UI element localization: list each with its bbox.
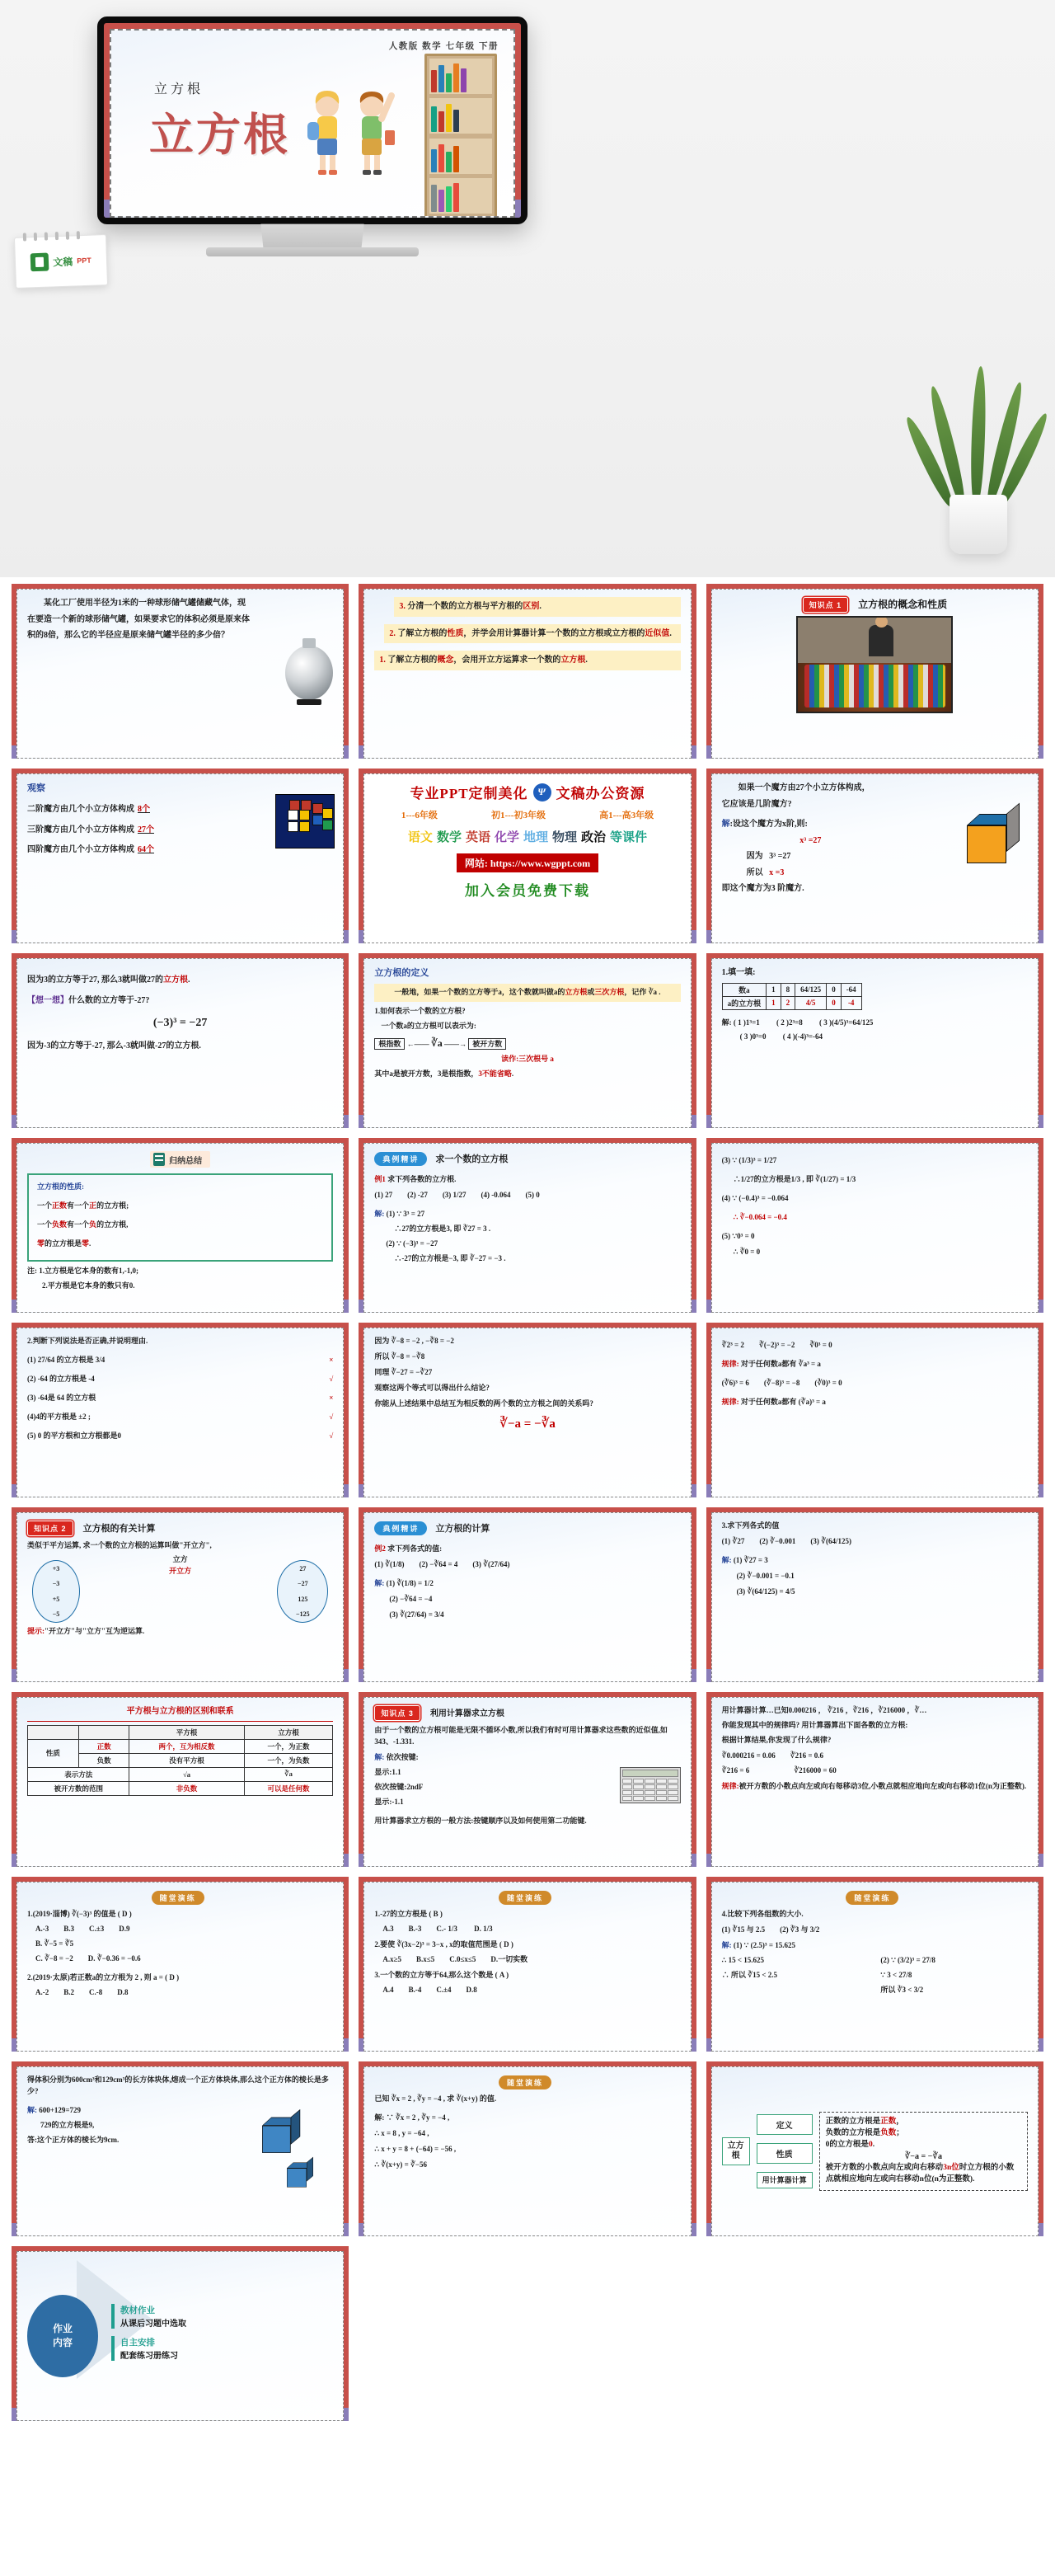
prompt: 得体积分别为600cm³和129cm³的长方体块体,熔成一个正方体块体,那么这个正方体的棱长是多少? (27, 2075, 329, 2095)
objective-3: 3. 分清一个数的立方根与平方根的区别. (394, 597, 680, 617)
slide-thumbnail[interactable] (359, 2061, 696, 2236)
slide-text: 因为3的立方等于27, 那么3就叫做27的立方根. (27, 975, 190, 985)
solution: 解: (1) ∛(1/8) = 1/2 (374, 1578, 434, 1587)
judge-row: (3) -64是 64 的立方根 × (27, 1393, 334, 1402)
slide-thumbnail[interactable] (12, 1138, 349, 1313)
intro: 由于一个数的立方根可能是无限不循环小数,所以我们有时可用计算器求这些数的近似值,如 343、-1.331. (374, 1726, 668, 1746)
detail-line: 正数的立方根是正数， (825, 2118, 904, 2127)
question: 1.-27的立方根是 ( B ) (374, 1910, 443, 1918)
bookshelf-illustration (424, 54, 497, 218)
footnote: 2.平方根是它本身的数只有0. (42, 1281, 135, 1290)
solution: 解: ∵ ∛x = 2 , ∛y = −4 , (374, 2113, 450, 2122)
solution: 解: 依次按键: (374, 1752, 419, 1761)
solution: (3) ∵ (1/3)³ = 1/27 (721, 1156, 777, 1164)
slide-text: 在要造一个新的球形储气罐，如果要求它的体积必须是原来体 (27, 614, 250, 624)
mindmap-detail-box (819, 2112, 1028, 2190)
example-badge: 典例精讲 (374, 1152, 427, 1166)
ad-website[interactable]: 网站: https://www.wgppt.com (457, 853, 598, 872)
question: 2.(2019·太原)若正数a的立方根为 2 , 则 a = ( D ) (27, 1972, 180, 1981)
op-label-extract: 开立方 (169, 1566, 192, 1575)
prompt: 1.填一填: (721, 968, 756, 977)
slide-thumbnail[interactable] (359, 584, 696, 759)
slide-thumbnail[interactable] (706, 1323, 1043, 1497)
slide-thumbnail[interactable] (12, 584, 349, 759)
example-items: (1) 27 (2) -27 (3) 1/27 (4) -0.064 (5) 0 (374, 1190, 540, 1199)
note: 你能从上述结果中总结互为相反数的两个数的立方根之间的关系吗? (374, 1398, 593, 1408)
monitor-base (206, 247, 419, 256)
solution: 解: (1) ∵ 3³ = 27 (374, 1209, 425, 1218)
solution: 所以 ∛3 < 3/2 (880, 1985, 924, 1994)
solution: ∵ 3 < 27/8 (880, 1970, 912, 1979)
summary-badge: 归纳总结 (150, 1151, 210, 1168)
brand-logo-card (14, 234, 108, 289)
solution: 解: (1) ∛27 = 3 (721, 1555, 768, 1564)
items: (1) ∛27 (2) ∛−0.001 (3) ∛(64/125) (721, 1536, 852, 1545)
options: B. ∛−5 = ∛5 (35, 1939, 74, 1948)
equation: x³ =27 (799, 835, 822, 845)
monitor-mockup (97, 16, 528, 224)
slide-thumbnail[interactable] (706, 1877, 1043, 2052)
equation-row: (∛6)³ = 6 (∛−8)³ = −8 (∛0)³ = 0 (721, 1378, 842, 1387)
example-line: 例1 求下列各数的立方根. (374, 1175, 457, 1184)
right-values: 27 −27 125 −125 (277, 1560, 328, 1623)
solution: ∴-27的立方根是−3, 即 ∛−27 = −3 . (394, 1253, 506, 1262)
mindmap-root: 立方根 (722, 2137, 750, 2165)
judge-row: (4)4的平方根是 ±2 ; √ (27, 1412, 334, 1421)
question: 1.如何表示一个数的立方根? (374, 1006, 466, 1015)
slide-thumbnail[interactable] (12, 1877, 349, 2052)
slide-text: 你能发现其中的规律吗? 用计算器算出下面各数的立方根: (721, 1720, 908, 1729)
knowledge-point-badge: 知识点 1 (803, 597, 849, 613)
slide-thumbnail[interactable] (12, 769, 349, 943)
equation-row: ∛2³ = 2 ∛(−2)³ = −2 ∛0³ = 0 (721, 1341, 832, 1349)
slide-main-title: 立方根 (149, 110, 290, 160)
plant-pot (950, 495, 1007, 554)
ad-subjects: 语文 数学 英语 化学 地理 物理 政治 等课件 (407, 831, 648, 844)
logo-mark-icon (30, 253, 49, 272)
keys: 显示:-1.1 (374, 1797, 404, 1806)
title-slide (110, 29, 515, 218)
slide-thumbnail[interactable] (12, 1323, 349, 1497)
slide-thumbnail[interactable] (12, 1507, 349, 1682)
students-illustration (293, 84, 416, 183)
title-slide-frame (104, 23, 521, 218)
solve-line: 解:设这个魔方为x阶,则: (721, 820, 808, 829)
slide-thumbnail[interactable] (359, 953, 696, 1128)
slide-thumbnail[interactable] (706, 2061, 1043, 2236)
slide-kicker: 立方根 (154, 82, 204, 96)
solution: 所以 ∛−8 = −∛8 (374, 1351, 425, 1361)
solution: (2) −∛64 = −4 (389, 1594, 433, 1603)
rule-row: 规律: 对于任何数a都有 (∛a)³ = a (721, 1397, 826, 1406)
fill-table: 数a 1 8 64/125 0 -64 a的立方根 1 2 4/5 0 -4 (722, 983, 862, 1010)
options: A.-2 B.2 C.-8 D.8 (35, 1987, 129, 1996)
slide-thumbnail-grid (0, 577, 1055, 2437)
example-items: (1) ∛(1/8) (2) −∛64 = 4 (3) ∛(27/64) (374, 1559, 510, 1568)
solution: 答:这个正方体的棱长为9cm. (27, 2135, 120, 2144)
left-values: +3 −3 +5 −5 (32, 1560, 80, 1623)
diagram-labels: 根指数 ←—— ∛a ——→ 被开方数 (374, 1036, 680, 1051)
practice-badge: 随堂演练 (499, 2075, 551, 2089)
result: ∛216 = 6 ∛216000 = 60 (721, 1765, 837, 1775)
solution: 解: 600+129=729 (27, 2105, 82, 2114)
intro: 类似于平方运算, 求一个数的立方根的运算叫做"开立方", (27, 1541, 212, 1549)
solution: ∴ x = 8 , y = −64 , (374, 2128, 429, 2137)
question: 3.一个数的立方等于64,那么这个数是 ( A ) (374, 1970, 509, 1979)
property-1: 一个正数有一个正的立方根; (37, 1201, 129, 1210)
solution: ( 3 )0³=0 ( 4 )(-4)³=-64 (739, 1032, 823, 1041)
judge-row: (5) 0 的平方根和立方根都是0 √ (27, 1431, 334, 1440)
prompt: 3.求下列各式的值 (721, 1521, 780, 1530)
slide-title: 平方根与立方根的区别和联系 (27, 1705, 333, 1722)
textbook-meta: 人教版 数学 七年级 下册 (388, 41, 499, 51)
question: 1.(2019·淄博) ∛(−3)³ 的值是 ( D ) (27, 1910, 132, 1918)
solution: 解: (1) ∵ (2.5)³ = 15.625 (721, 1940, 795, 1949)
question-row: 三阶魔方由几个小立方体构成 27个 (27, 825, 154, 834)
solution: 因为 ∛−8 = −2 , −∛8 = −2 (374, 1337, 454, 1345)
solution: 729的立方根是9, (40, 2120, 95, 2129)
operation-diagram (27, 1555, 333, 1626)
prompt: 4.比较下列各组数的大小. (721, 1910, 804, 1918)
mindmap-node: 性质 (757, 2143, 813, 2164)
detail-line: 0的立方根是0. (825, 2140, 875, 2149)
brand-name: 文稿 (53, 256, 73, 268)
question: 2.要使 ∛(3x−2)³ = 3−x , x的取值范围是 ( D ) (374, 1939, 513, 1948)
judge-row: (1) 27/64 的立方根是 3/4 × (27, 1355, 334, 1364)
homework-item: 自主安排 配套练习册练习 (111, 2336, 333, 2361)
objective-1: 1. 了解立方根的概念，会用开立方运算求一个数的立方根. (374, 651, 680, 670)
judge-row: (2) -64 的立方根是 -4 √ (27, 1374, 334, 1383)
note: 其中a是被开方数，3是根指数，3不能省略. (374, 1069, 514, 1079)
example-line: 例2 求下列各式的值: (374, 1544, 443, 1554)
slide-heading: 观察 (27, 783, 45, 793)
solution: (3) ∛(64/125) = 4/5 (736, 1586, 795, 1596)
slide-thumbnail[interactable] (706, 1507, 1043, 1682)
solution: (5) ∵0³ = 0 (721, 1231, 755, 1240)
rubik-collection-photo (796, 616, 953, 713)
conclusion: 即这个魔方为3 阶魔方. (721, 884, 804, 893)
definition-text: 一般地，如果一个数的立方等于a，这个数就叫做a的立方根或三次方根，记作 ∛a . (374, 984, 680, 1002)
solution: ∴27的立方根是3, 即 ∛27 = 3 . (394, 1224, 491, 1233)
question-row: 二阶魔方由几个小立方体构成 8个 (27, 805, 150, 815)
detail-equation: ∛−a = −∛a (904, 2151, 942, 2161)
items: (1) ∛15 与 2.5 (2) ∛3 与 3/2 (721, 1925, 820, 1934)
orange-cube-3d (967, 814, 1026, 865)
slide-text: 它应该是几阶魔方? (721, 799, 792, 809)
monitor-stand (260, 224, 363, 249)
slide-text: 积的8倍，那么它的半径应是原来储气罐半径的多少倍？ (27, 631, 229, 640)
slide-text: 如果一个魔方由27个小立方体构成， (721, 783, 870, 792)
options: C. ∛−8 = −2 D. ∛−0.36 = −0.6 (35, 1953, 141, 1963)
detail-line: 负数的立方根是负数； (825, 2129, 904, 2138)
slide-text: 某化工厂使用半径为1米的一种球形储气罐储藏气体，现 (27, 599, 246, 608)
keys: 显示:1.1 (374, 1767, 401, 1776)
options: A.x≥5 B.x≤5 C.0≤x≤5 D.一切实数 (382, 1954, 528, 1963)
slide-title: 立方根的计算 (435, 1524, 490, 1534)
slide-thumbnail[interactable] (12, 2246, 349, 2421)
solution: (2) ∛−0.001 = −0.1 (736, 1571, 795, 1580)
slide-heading: 立方根的定义 (374, 968, 429, 978)
footnote: 注: 1.立方根是它本身的数有1,-1,0; (27, 1266, 138, 1275)
slide-thumbnail[interactable] (706, 769, 1043, 943)
slide-thumbnail[interactable] (359, 1507, 696, 1682)
solution: 解: ( 1 )1³=1 ( 2 )2³=8 ( 3 )(4/5)³=64/125 (721, 1018, 874, 1027)
wgppt-logo-icon: Ψ (533, 783, 551, 801)
slide-thumbnail-ad[interactable] (359, 769, 696, 943)
question-sub: 一个数a的立方根可以表示为: (381, 1021, 476, 1030)
solution: ∴ ∛−0.064 = −0.4 (733, 1212, 787, 1221)
slide-text: 因为-3的立方等于-27, 那么-3就叫做-27的立方根. (27, 1041, 201, 1051)
plant-decoration (931, 340, 1022, 554)
slide-thumbnail[interactable] (359, 1877, 696, 2052)
solution: (2) ∵ (−3)³ = −27 (386, 1239, 438, 1248)
example-badge: 典例精讲 (374, 1521, 427, 1535)
result-equation: ∛−a = −∛a (499, 1417, 556, 1431)
rule: 规律:被开方数的小数点向左或向右每移动3位,小数点就相应地向左或向右移动1位(n为正整数). (721, 1781, 1027, 1790)
slide-thumbnail[interactable] (706, 1138, 1043, 1313)
brand-suffix: PPT (77, 256, 91, 266)
property-2: 一个负数有一个负的立方根, (37, 1220, 129, 1229)
rubik-cube-image (275, 794, 335, 848)
op-label-cube: 立方 (172, 1554, 188, 1563)
mindmap-node: 定义 (757, 2114, 813, 2135)
property-3: 零的立方根是零. (37, 1239, 91, 1248)
slide-thumbnail[interactable] (359, 1323, 696, 1497)
options: A.4 B.-4 C.±4 D.8 (382, 1985, 477, 1994)
slide-title: 求一个数的立方根 (435, 1154, 509, 1164)
result: ∛0.000216 = 0.06 ∛216 = 0.6 (721, 1751, 823, 1760)
hero-banner (0, 0, 1055, 577)
practice-badge: 随堂演练 (152, 1891, 204, 1905)
gas-tank-image (285, 646, 333, 700)
slide-thumbnail[interactable] (359, 1138, 696, 1313)
note: 用计算器求立方根的一般方法:按键顺序以及如何使用第二功能键. (374, 1816, 587, 1825)
book-icon (153, 1153, 165, 1166)
summary-box: 立方根的性质: 一个正数有一个正的立方根; 一个负数有一个负的立方根, 零的立方根是零. (27, 1173, 333, 1262)
solution: (2) ∵ (3/2)³ = 27/8 (880, 1955, 935, 1964)
rule-row: 规律: 对于任何数a都有 ∛a³ = a (721, 1359, 821, 1368)
question-row: 四阶魔方由几个小立方体构成 64个 (27, 845, 154, 855)
keys: 依次按键:2ndF (374, 1782, 424, 1791)
solution: (3) ∛(27/64) = 3/4 (389, 1610, 444, 1619)
knowledge-point-badge: 知识点 2 (27, 1521, 73, 1536)
slide-thumbnail[interactable] (706, 953, 1043, 1128)
solution: ∴ 15 < 15.625 (721, 1955, 765, 1964)
detail-line: 被开方数的小数点向左或向右移动3n位时立方根的小数点就相应地向左或向右移动n位(n为正整数). (825, 2164, 1015, 2183)
slide-text: 用计算器计算…已知0.000216 ， ∛216 ，∛216 ，∛216000 ，∛… (721, 1706, 927, 1714)
options: A.3 B.-3 C.- 1/3 D. 1/3 (382, 1924, 493, 1933)
ad-cta: 加入会员免费下载 (464, 883, 590, 899)
solution: ∴ ∛0 = 0 (733, 1247, 761, 1256)
knowledge-point-badge: 知识点 3 (374, 1705, 420, 1721)
ad-headline: 专业PPT定制美化 Ψ 文稿办公资源 (374, 782, 680, 802)
slide-thumbnail[interactable] (12, 2061, 349, 2236)
comparison-table: 平方根 立方根 性质 正数 两个，互为相反数 一个，为正数 负数 没有平方根 一个，为负数 表示方法 √a ∛a 被开方数的范围 非负数 可以是任何数 (27, 1725, 333, 1796)
slide-thumbnail[interactable] (706, 584, 1043, 759)
slide-text: 根据计算结果,你发现了什么规律? (721, 1735, 832, 1744)
spiral-rings-icon (23, 231, 80, 241)
homework-item: 教材作业 从课后习题中选取 (111, 2304, 333, 2329)
solution: (4) ∵ (−0.4)³ = −0.064 (721, 1193, 789, 1202)
slide-title: 立方根的有关计算 (82, 1524, 156, 1534)
options: A.-3 B.3 C.±3 D.9 (35, 1924, 130, 1933)
equation: 所以 x =3 (746, 867, 785, 877)
solution: ∴ x + y = 8 + (−64) = −56 , (374, 2144, 457, 2153)
think-prompt: 【想一想】什么数的立方等于-27? (27, 995, 150, 1005)
practice-badge: 随堂演练 (499, 1891, 551, 1905)
calculator-image (620, 1767, 681, 1803)
slide-title: 利用计算器求立方根 (429, 1709, 504, 1718)
reading: 读作:三次根号 a (501, 1055, 554, 1064)
solution: ∴ ∛(x+y) = ∛−56 (374, 2160, 428, 2169)
slide-thumbnail[interactable] (12, 953, 349, 1128)
slide-thumbnail[interactable] (359, 1692, 696, 1867)
solution: 同理 ∛−27 = −∛27 (374, 1367, 433, 1376)
hint: 提示:"开立方"与"立方"互为逆运算. (27, 1626, 145, 1635)
slide-thumbnail[interactable] (12, 1692, 349, 1867)
practice-badge: 随堂演练 (846, 1891, 898, 1905)
mindmap-node: 用计算器计算 (757, 2172, 813, 2188)
solution: ∴ 所以 ∛15 < 2.5 (721, 1970, 777, 1979)
equation: 因为 3³ =27 (746, 852, 791, 861)
prompt: 2.判断下列说法是否正确,并说明理由. (27, 1337, 148, 1345)
ad-grades: 1---6年级 初1---初3年级 高1---高3年级 (401, 811, 654, 820)
question: 观察这两个等式可以得出什么结论? (374, 1383, 490, 1392)
slide-title: 立方根的概念和性质 (858, 599, 948, 610)
solution: ∴1/27的立方根是1/3 , 即 ∛(1/27) = 1/3 (733, 1174, 856, 1183)
equation: (−3)³ = −27 (152, 1017, 208, 1029)
prompt: 已知 ∛x = 2 , ∛y = −4 , 求 ∛(x+y) 的值. (374, 2094, 497, 2103)
homework-circle: 作业 内容 (27, 2295, 98, 2377)
two-blue-cubes (254, 2110, 331, 2201)
slide-thumbnail[interactable] (706, 1692, 1043, 1867)
objective-2: 2. 了解立方根的性质，并学会用计算器计算一个数的立方根或立方根的近似值. (384, 624, 680, 644)
